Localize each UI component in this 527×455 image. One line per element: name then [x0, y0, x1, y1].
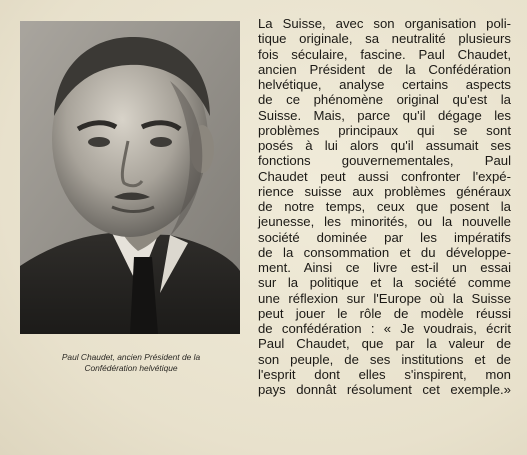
caption-line: Paul Chaudet, ancien Président de la: [61, 352, 201, 362]
text-line: une réflexion sur l'Europe où la Suisse: [258, 290, 511, 306]
text-line: de la consommation et du développe-: [258, 244, 511, 260]
text-line: ment. Ainsi ce livre est-il un essai: [258, 260, 511, 275]
text-line: son peuple, de ses institutions et de: [258, 351, 511, 367]
text-line: de confédération : « Je voudrais, écrit: [258, 321, 511, 336]
caption-line: Confédération helvétique: [84, 362, 178, 373]
text-line: de notre temps, ceux que posent la: [258, 199, 511, 214]
text-line: La Suisse, avec son organisation poli-: [258, 16, 511, 31]
text-line: rience suisse aux problèmes généraux: [258, 183, 511, 199]
text-line: helvétique, analyse certains aspects: [258, 77, 511, 92]
text-line: Chaudet peut aussi confronter l'expé-: [258, 168, 511, 184]
description-text: [258, 16, 511, 397]
text-line: fonctions gouvernementales, Paul: [258, 153, 511, 169]
text-line: peut jouer le rôle de modèle réussi: [258, 305, 511, 321]
text-line: posés à lui alors qu'il assumait ses: [258, 138, 511, 153]
text-line: Suisse. Mais, parce qu'il dégage les: [258, 107, 511, 123]
text-line: problèmes principaux qui se sont: [258, 122, 511, 138]
text-line: société dominée par les impératifs: [258, 229, 511, 245]
text-line: jeunesse, les minorités, ou la nouvelle: [258, 214, 511, 230]
photo-caption: [16, 352, 246, 373]
portrait-image: [20, 21, 240, 334]
text-line: ancien Président de la Confédération: [258, 61, 511, 77]
text-line: fois séculaire, fascine. Paul Chaudet,: [258, 46, 511, 62]
portrait-photo: [20, 21, 240, 334]
text-line: de ce phénomène original qu'est la: [258, 92, 511, 108]
text-line: l'esprit dont elles s'inspirent, mon: [258, 366, 511, 382]
text-line: pays donnât résolument cet exemple.»: [258, 382, 511, 397]
text-line: sur la politique et la société comme: [258, 275, 511, 291]
text-line: tique originale, sa neutralité plusieurs: [258, 31, 511, 47]
text-line: Paul Chaudet, que par la valeur de: [258, 336, 511, 352]
